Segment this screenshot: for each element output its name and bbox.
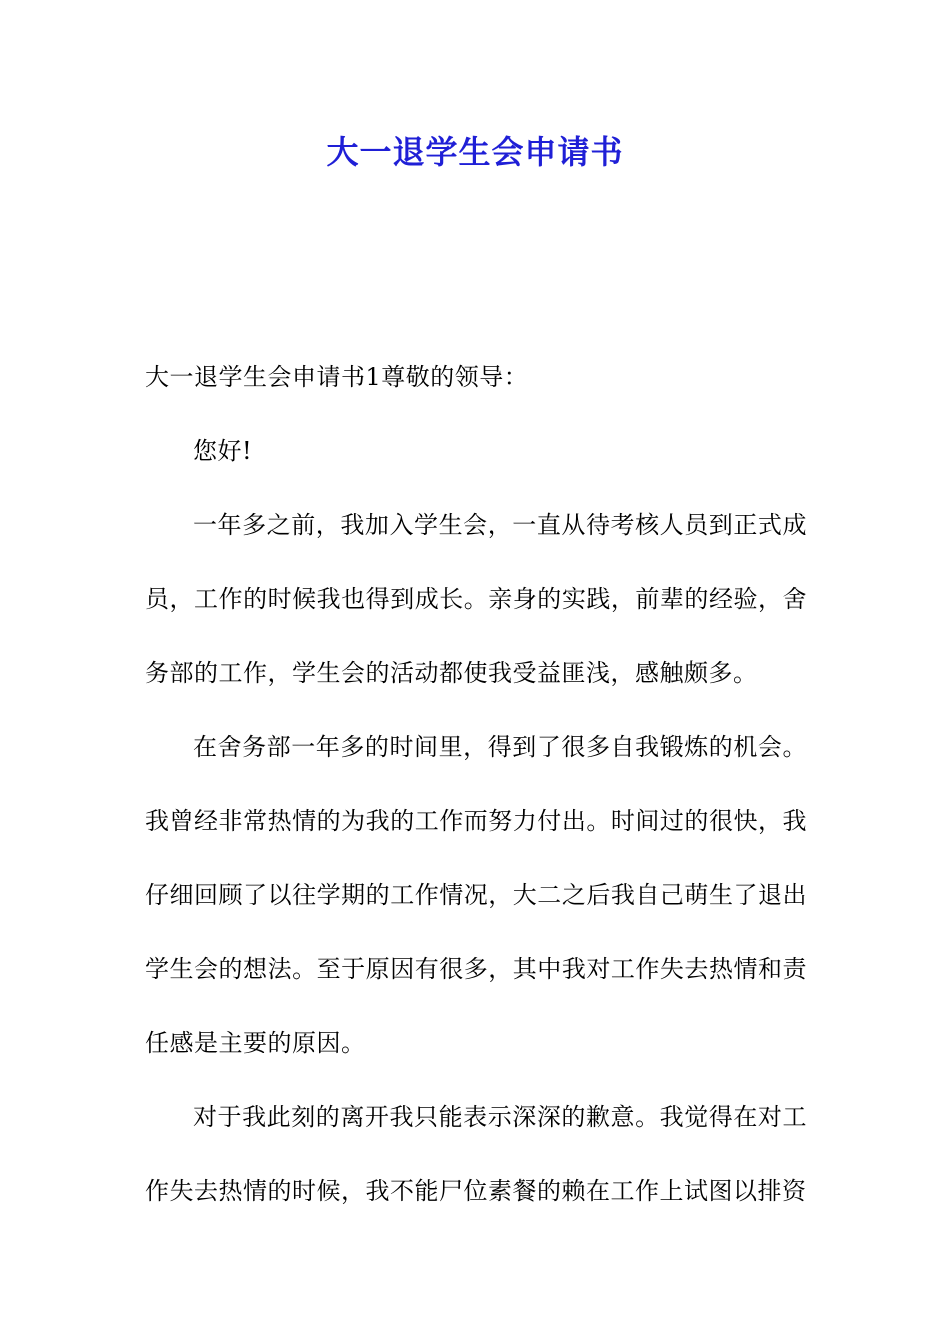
body-paragraph-3: 对于我此刻的离开我只能表示深深的歉意。我觉得在对工作失去热情的时候，我不能尸位素餐的赖在工作上试图以排资 bbox=[145, 1103, 807, 1205]
body-paragraph-2: 在舍务部一年多的时间里，得到了很多自我锻炼的机会。我曾经非常热情的为我的工作而努力付出。时间过的很快，我仔细回顾了以往学期的工作情况，大二之后我自己萌生了退出学生会的想法。至于原因有很多，其中我对工作失去热情和责任感是主要的原因。 bbox=[145, 733, 807, 1057]
greeting-paragraph: 您好! bbox=[193, 437, 253, 465]
body-paragraph-1: 一年多之前，我加入学生会，一直从待考核人员到正式成员，工作的时候我也得到成长。亲身的实践，前辈的经验，舍务部的工作，学生会的活动都使我受益匪浅，感触颇多。 bbox=[145, 511, 807, 687]
document-body bbox=[145, 340, 807, 1228]
document-title: 大一退学生会申请书 bbox=[326, 133, 624, 171]
salutation-paragraph: 大一退学生会申请书1尊敬的领导： bbox=[145, 363, 529, 391]
